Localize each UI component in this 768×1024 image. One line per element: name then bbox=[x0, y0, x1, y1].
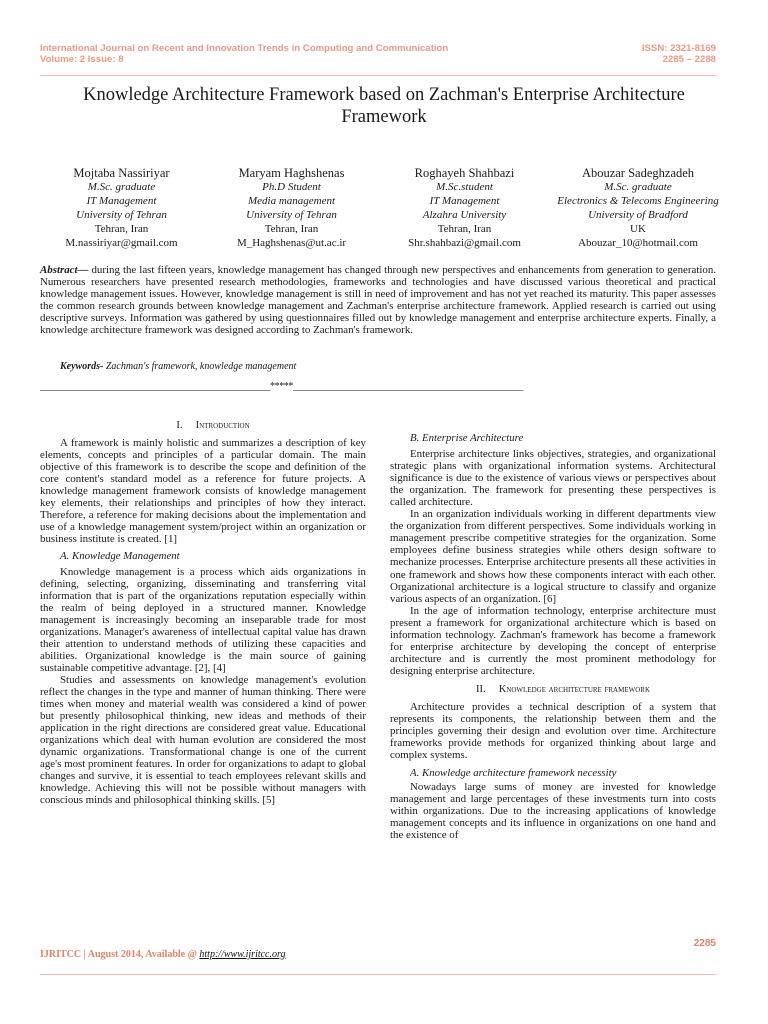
journal-pages: 2285 – 2288 bbox=[662, 54, 716, 65]
abstract-text: during the last fifteen years, knowledge management has changed through new perspectives and enhancements from generation to generation. Numerous researchers have presented research methodologies, frameworks and technologies and have discussed various theoretical and practical knowledge management issues. However, knowledge management is still in need of improvement and has not yet reached its maturity. This paper assesses the common research grounds between knowledge management and Zachman's enterprise architecture framework. Applied research is carried out using descriptive surveys. Information was gathered by using questionnaires filled out by knowledge management and enterprise architecture experts. Finally, a knowledge architecture framework was designed according to Zachman's framework. bbox=[40, 264, 716, 337]
author-location: Tehran, Iran bbox=[437, 223, 492, 235]
abstract bbox=[40, 264, 716, 337]
author-name: Mojtaba Nassiriyar bbox=[73, 166, 170, 180]
author-univ: Alzahra University bbox=[422, 209, 507, 221]
ea-paragraph-2: In an organization individuals working in different departments view the organization from different perspectives. Some individuals working in management prescribe competitive strategies for the organization. Some employees define business strategies while others design software to mechanize processes. Enterprise architecture presents all these activities in one framework and shows how these components interact with each other. Organizational architecture is a logical structure to classify and organize various aspects of an organization. [6] bbox=[390, 508, 716, 605]
ka-paragraph-2: Nowadays large sums of money are invested for knowledge management and large percentages of these investments turn into costs within organizations. Due to the increasing applications of knowledge management concepts and its influence in organizations on one hand and the existence of bbox=[390, 781, 716, 842]
section-heading-knowledge-architecture bbox=[390, 684, 716, 696]
abstract-label: Abstract— bbox=[40, 264, 89, 276]
footer-text: IJRITCC | August 2014, Available @ bbox=[40, 949, 200, 960]
footer-link[interactable]: http://www.ijritcc.org bbox=[199, 949, 286, 960]
km-paragraph-2: Studies and assessments on knowledge management's evolution reflect the changes in the type and manner of human thinking. There were times when money and material wealth was considered a kind of power but presently philosophical thinking, new ideas and methods of their application in the right directions are considered great value. Educational organizations which deal with human evolution are considered the most dynamic organizations. Transformational change is one of the current age's most prominent features. In order for organizations to adapt to global changes and survive, it is essential to teach employees relevant skills and knowledge. Achieving this will not be possible without managers with conscious minds and philosophical thinking skills. [5] bbox=[40, 673, 366, 807]
keywords-label: Keywords- bbox=[60, 361, 104, 372]
author-dept: IT Management bbox=[429, 195, 500, 207]
journal-name-block bbox=[40, 43, 448, 65]
km-paragraph-1: Knowledge management is a process which aids organizations in defining, selecting, organizing, disseminating and transferring vital information that is part of the organizations reputation especially within the realm of being deployed in a structured manner. Knowledge management is increasingly becoming an inseparable trade for most organizations. Manager's awareness of intellectual capital value has drawn their attention to understand methods of utilizing these capacities and abilities. Organizational knowledge is the main source of gaining sustainable competitive advantage. [2], [4] bbox=[40, 565, 366, 674]
ka-paragraph-1: Architecture provides a technical description of a system that represents its components, the relationship between them and the principles governing their design and evolution over time. Architecture frameworks provide methods for organized thinking about large and complex systems. bbox=[390, 700, 716, 762]
author-dept: Electronics & Telecoms Engineering bbox=[557, 195, 719, 207]
section-heading-introduction bbox=[40, 420, 366, 432]
section-number: II. bbox=[475, 683, 486, 695]
footer bbox=[40, 949, 286, 960]
author-dept: Media management bbox=[247, 195, 336, 207]
keywords bbox=[60, 361, 296, 372]
author-dept: IT Management bbox=[86, 195, 157, 207]
header-rule bbox=[40, 75, 716, 76]
title-line-1: Knowledge Architecture Framework based on Zachman's Enterprise Architecture bbox=[83, 85, 685, 105]
subsection-heading-enterprise-architecture: B. Enterprise Architecture bbox=[410, 432, 524, 444]
author-name: Abouzar Sadeghzadeh bbox=[581, 166, 695, 180]
keywords-text: Zachman's framework, knowledge management bbox=[103, 361, 297, 372]
journal-name: International Journal on Recent and Innovation Trends in Computing and Communication bbox=[40, 43, 449, 54]
section-title: Knowledge architecture framework bbox=[498, 683, 651, 695]
author-1 bbox=[34, 166, 209, 250]
intro-paragraph: A framework is mainly holistic and summarizes a description of key elements, concepts and principles of a particular domain. The main objective of this framework is to describe the scope and definition of the core content's standard model as a reference for future projects. A knowledge management framework consists of knowledge management key elements, their relationships and principles of how they interact. Therefore, a reference for making decisions about the implementation and use of a knowledge management system/project within an organization or business institute is created. [1] bbox=[40, 437, 366, 546]
author-location: UK bbox=[630, 223, 646, 235]
journal-issn: ISSN: 2321-8169 bbox=[641, 43, 716, 54]
left-column bbox=[40, 420, 366, 806]
journal-issn-block bbox=[642, 43, 716, 65]
author-3 bbox=[377, 166, 552, 250]
author-location: Tehran, Iran bbox=[264, 223, 319, 235]
author-email: Shr.shahbazi@gmail.com bbox=[408, 237, 521, 249]
subsection-heading-ka-necessity: A. Knowledge architecture framework necessity bbox=[410, 767, 617, 780]
author-4 bbox=[542, 166, 734, 250]
right-column bbox=[390, 432, 716, 842]
author-email: M.nassiriyar@gmail.com bbox=[65, 237, 178, 249]
title-line-2: Framework bbox=[341, 107, 427, 127]
section-separator: __________________________________________________*****__________________________________________________ bbox=[40, 381, 524, 392]
author-univ: University of Tehran bbox=[76, 209, 167, 221]
author-location: Tehran, Iran bbox=[94, 223, 149, 235]
author-name: Roghayeh Shahbazi bbox=[414, 166, 515, 180]
author-role: M.Sc. graduate bbox=[87, 181, 156, 193]
footer-rule bbox=[40, 974, 716, 975]
author-role: M.Sc. graduate bbox=[604, 181, 672, 193]
author-email: Abouzar_10@hotmail.com bbox=[578, 237, 698, 249]
subsection-heading-knowledge-management: A. Knowledge Management bbox=[60, 550, 180, 563]
author-univ: University of Tehran bbox=[246, 209, 337, 221]
section-title: Introduction bbox=[195, 420, 250, 431]
ea-paragraph-3: In the age of information technology, enterprise architecture must present a framework for organizational architecture which is based on information technology. Zachman's framework has become a framework for enterprise architecture by developing the concept of enterprise architecture and is currently the most prominent methodology for designing enterprise architecture. bbox=[390, 604, 716, 677]
paper-title bbox=[30, 84, 738, 128]
author-email: M_Haghshenas@ut.ac.ir bbox=[236, 237, 347, 249]
author-2 bbox=[204, 166, 379, 250]
section-number: I. bbox=[176, 420, 183, 431]
page-number: 2285 bbox=[693, 938, 716, 949]
ea-paragraph-1: Enterprise architecture links objectives, strategies, and organizational strategic plans with organizational information systems. Architectural significance is due to the existence of various views or perspectives about the organization. The framework for presenting these perspectives is called architecture. bbox=[390, 448, 716, 509]
journal-volume: Volume: 2 Issue: 8 bbox=[40, 54, 124, 65]
author-name: Maryam Haghshenas bbox=[238, 166, 345, 180]
author-univ: University of Bradford bbox=[588, 209, 688, 221]
author-role: M.Sc.student bbox=[436, 181, 493, 193]
author-role: Ph.D Student bbox=[262, 181, 321, 193]
